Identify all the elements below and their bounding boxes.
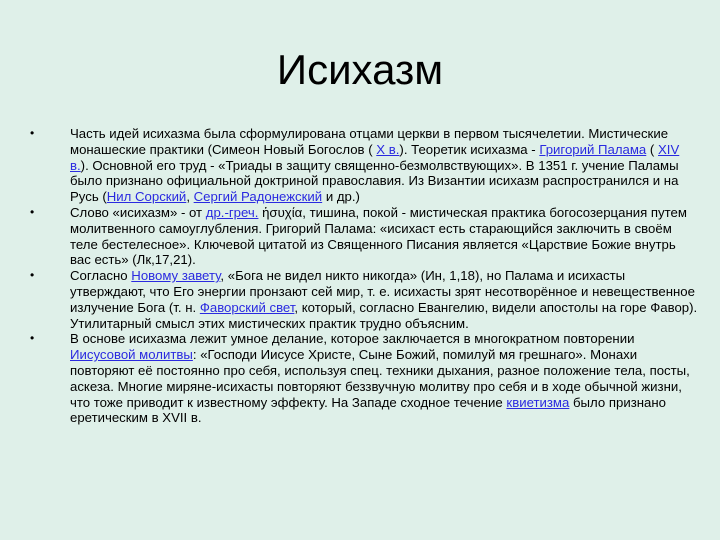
list-item [30, 331, 698, 426]
text-segment: было признано еретическим в XVII в. [70, 394, 666, 426]
list-item [30, 268, 698, 331]
text-segment: и др.) [322, 189, 360, 205]
link-nil-sorsky[interactable]: Нил Сорский [106, 189, 187, 205]
text-segment: Согласно [70, 268, 132, 284]
text-segment: , [186, 189, 194, 205]
text-segment: ). Основной его труд - «Триады в защиту священно-безмолвствующих». В 1351 г. учение Паламы было признано официальной доктриной православия. Из Византии исихазм распространился и на Русь ( [70, 157, 679, 205]
text-segment: : «Господи Иисусе Христе, Сыне Божий, помилуй мя грешнаго». Монахи повторяют её постоянно про себя, используя спец. техники дыхания, разное положение тела, посты, аскеза. Многие миряне-исихасты повторяют беззвучную молитву про себя и в ходе обычной жизни, что тоже приводит к известному эффекту. На Западе сходное течение [70, 347, 690, 410]
bullet-list [30, 126, 698, 426]
bullet-icon: • [30, 268, 35, 283]
list-item [30, 126, 698, 205]
bullet-icon: • [30, 126, 35, 140]
text-segment: , который, согласно Евангелию, видели апостолы на горе Фавор). Утилитарный смысл этих мистических практик трудно объясним. [70, 299, 698, 331]
text-segment: Слово «исихазм» - от [70, 204, 206, 220]
text-segment: ( [646, 141, 658, 157]
link-sergius-radonezh[interactable]: Сергий Радонежский [193, 189, 323, 205]
text-segment: , «Бога не видел никто никогда» (Ин, 1,18), но Палама и исихасты утверждают, что Его энергии пронзают сей мир, т. е. исихасты зрят несотворённое и невещественное излучение Бога (т. н. [70, 268, 695, 315]
link-gregory-palamas[interactable]: Григорий Палама [539, 141, 647, 157]
bullet-icon: • [30, 331, 35, 346]
bullet-icon: • [30, 204, 35, 219]
text-segment: Часть идей исихазма была сформулирована отцами церкви в первом тысячелетии. Мистические монашеские практики (Симеон Новый Богослов ( [70, 126, 669, 157]
link-ancient-greek[interactable]: др.-греч. [205, 204, 259, 220]
link-quietism[interactable]: квиетизма [506, 394, 570, 410]
link-tabor-light[interactable]: Фаворский свет [199, 299, 295, 315]
text-segment: В основе исихазма лежит умное делание, которое заключается в многократном повторении [70, 331, 635, 347]
link-jesus-prayer[interactable]: Иисусовой молитвы [70, 347, 193, 363]
link-x-century[interactable]: X в. [376, 141, 400, 157]
text-segment: ἡσυχία, тишина, покой - мистическая практика богосозерцания путем молитвенного самоуглубления. Григорий Палама: «исихаст есть старающийся заключить в своём теле бестелесное». Ключевой цитатой из Священного Писания является «Царствие Божие внутрь вас есть» (Лк,17,21). [70, 204, 687, 268]
list-item [30, 205, 698, 268]
slide-title: Исихазм [276, 46, 444, 93]
link-xiv-century[interactable]: XIV в. [70, 141, 680, 173]
text-segment: ). Теоретик исихазма - [399, 141, 540, 157]
link-new-testament[interactable]: Новому завету [131, 268, 221, 284]
